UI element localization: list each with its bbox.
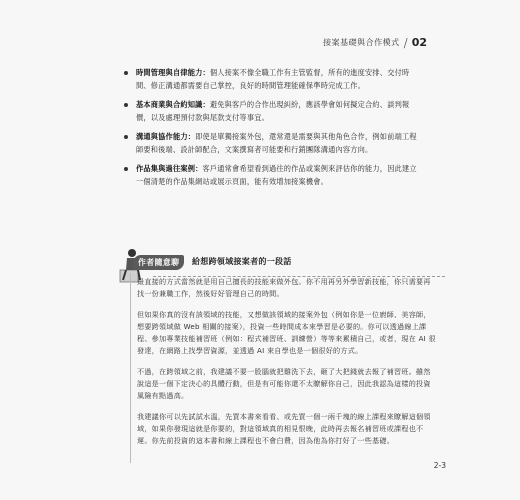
list-item-lead: 基本商業與合約知識： <box>136 100 210 109</box>
list-item <box>124 99 424 124</box>
paragraph: 不過，在跨領域之前，我建議不要一股腦就把雞洗下去，砸了大把錢就去報了補習班。雖然說這是一個下定決心的具體行動，但是有可能你還不太瞭解你自己，因此我認為這樣的投資風險有點過高。 <box>137 366 431 401</box>
list-item <box>124 163 424 188</box>
section-title: 給想跨領域接案者的一段話 <box>192 257 292 266</box>
list-item-text: 即使是單獨接案外包，還常還是需要與其他角色合作，例如前端工程師要和後端、設計師配合，文案撰寫者可能要和行銷團隊溝通內容方向。 <box>136 132 417 154</box>
header-divider: / <box>403 36 408 50</box>
paragraph: 但如果你真的沒有該領域的技能，又想做該領域的接案外包（例如你是一位廚師、美容師，想要跨領域做 Web 相關的接案），投資一些時間成本來學習是必要的。你可以透過線上課程、參加專業技能補習班（例如：程式補習班、訓練營）等等來累積自己，或者，現在 AI 很發達，在網路上找學習資源，並透過 AI 來自學也是一個很好的方式。 <box>137 309 436 356</box>
running-header <box>323 37 427 49</box>
bullet-dot-icon <box>124 71 128 75</box>
author-chat-badge: 作者隨意聊 <box>133 255 184 270</box>
list-item <box>124 67 424 92</box>
bullet-dot-icon <box>124 135 128 139</box>
list-item-lead: 作品集與過往案例： <box>136 164 203 173</box>
chapter-title: 接案基礎與合作模式 <box>323 38 400 47</box>
page-number: 2-3 <box>433 461 446 470</box>
bullet-dot-icon <box>124 167 128 171</box>
paragraph: 最直接的方式當然就是用自己擅長的技能來做外包。你不用再另外學習新技能，你只需要再找一份兼職工作，然後好好管理自己的時間。 <box>137 277 431 299</box>
list-item-lead: 時間管理與自律能力： <box>136 68 210 77</box>
chapter-number: 02 <box>411 36 427 49</box>
skill-list <box>124 67 424 195</box>
list-item-lead: 溝通與協作能力： <box>136 132 196 141</box>
sidebar-rule <box>130 273 131 463</box>
author-section-body <box>137 276 437 456</box>
list-item <box>124 131 424 156</box>
paragraph: 我建議你可以先試試水溫，先買本書來看看、或先買一個一兩千塊的線上課程來瞭解這個領域，如果你發現這就是你要的，對這領域真的相見恨晚，此時再去報名補習班或課程也不遲。你先前投資的這本書和線上課程也不會白費，因為他為你打好了一些基礎。 <box>137 411 431 446</box>
list-item-text: 個人接案不像全職工作有主管監督，所有的進度安排、交付時間、修正溝通都需要自己掌控，良好的時間管理能確保準時完成工作。 <box>136 68 410 90</box>
list-item-text: 避免與客戶的合作出現糾紛，應該學會如何擬定合約、談判報價，以及處理預付款與尾款支付等事宜。 <box>136 100 410 122</box>
bullet-dot-icon <box>124 103 128 107</box>
list-item-text: 客戶通常會希望看到過往的作品或案例來評估你的能力，因此建立一個清楚的作品集網站或展示頁面，能有效增加接案機會。 <box>136 164 417 186</box>
